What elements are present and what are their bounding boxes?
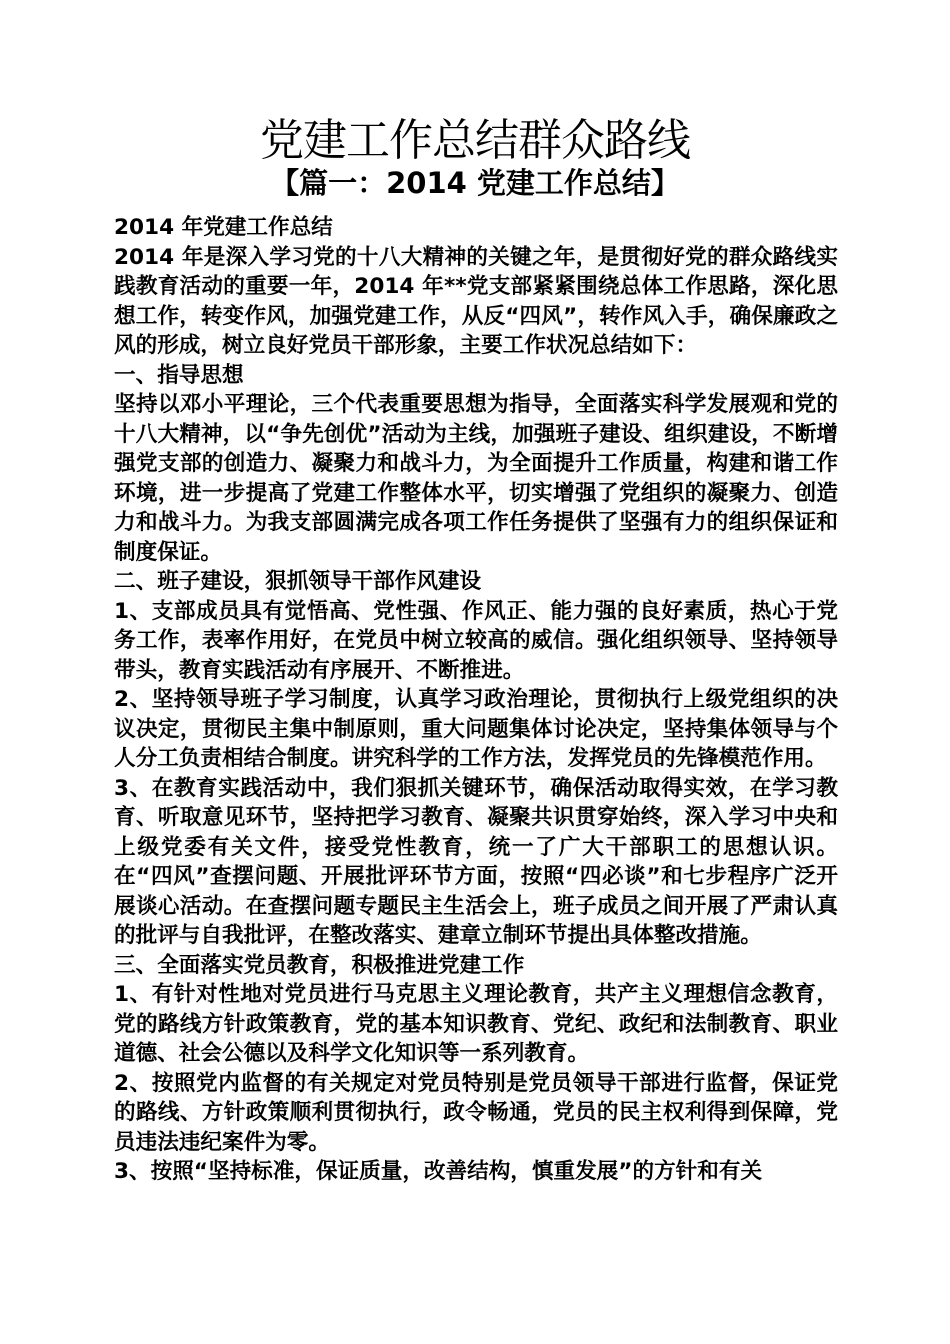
body-paragraph: 1、支部成员具有觉悟高、党性强、作风正、能力强的良好素质，热心于党务工作，表率作用好，在党员中树立较高的威信。强化组织领导、坚持领导带头，教育实践活动有序展开、不断推进。	[114, 598, 838, 683]
body-paragraph: 坚持以邓小平理论，三个代表重要思想为指导，全面落实科学发展观和党的十八大精神，以“争先创优”活动为主线，加强班子建设、组织建设，不断增强党支部的创造力、凝聚力和战斗力，为全面提升工作质量，构建和谐工作环境，进一步提高了党建工作整体水平，切实增强了党组织的凝聚力、创造力和战斗力。为我支部圆满完成各项工作任务提供了坚强有力的组织保证和制度保证。	[114, 392, 838, 565]
section-heading: 2014 年党建工作总结	[114, 215, 333, 240]
section-heading: 一、指导思想	[114, 362, 244, 388]
body-paragraph: 2、坚持领导班子学习制度，认真学习政治理论，贯彻执行上级党组织的决议决定，贯彻民主集中制原则，重大问题集体讨论决定，坚持集体领导与个人分工负责相结合制度。讲究科学的工作方法，发挥党员的先锋模范作用。	[114, 687, 838, 771]
body-paragraph: 3、在教育实践活动中，我们狠抓关键环节，确保活动取得实效，在学习教育、听取意见环节，坚持把学习教育、凝聚共识贯穿始终，深入学习中央和上级党委有关文件，接受党性教育，统一了广大干部职工的思想认识。在“四风”查摆问题、开展批评环节方面，按照“四必谈”和七步程序广泛开展谈心活动。在查摆问题专题民主生活会上，班子成员之间开展了严肃认真的批评与自我批评，在整改落实、建章立制环节提出具体整改措施。	[114, 775, 838, 948]
body-paragraph: 2014 年是深入学习党的十八大精神的关键之年，是贯彻好党的群众路线实践教育活动的重要一年，2014 年**党支部紧紧围绕总体工作思路，深化思想工作，转变作风，加强党建工作，从反“四风”，转作风入手，确保廉政之风的形成，树立良好党员干部形象，主要工作状况总结如下：	[114, 244, 838, 358]
document-body	[114, 213, 838, 1187]
section-heading: 三、全面落实党员教育，积极推进党建工作	[114, 952, 525, 978]
document-subtitle: 【篇一：2014 党建工作总结】	[270, 166, 680, 200]
body-paragraph: 3、按照“坚持标准，保证质量，改善结构，慎重发展”的方针和有关	[114, 1159, 763, 1184]
body-paragraph: 1、有针对性地对党员进行马克思主义理论教育，共产主义理想信念教育，党的路线方针政策教育，党的基本知识教育、党纪、政纪和法制教育、职业道德、社会公德以及科学文化知识等一系列教育。	[114, 982, 838, 1066]
body-paragraph: 2、按照党内监督的有关规定对党员特别是党员领导干部进行监督，保证党的路线、方针政策顺利贯彻执行，政令畅通，党员的民主权利得到保障，党员违法违纪案件为零。	[114, 1070, 838, 1155]
section-heading: 二、班子建设，狠抓领导干部作风建设	[114, 569, 482, 594]
document-title: 党建工作总结群众路线	[260, 115, 690, 166]
